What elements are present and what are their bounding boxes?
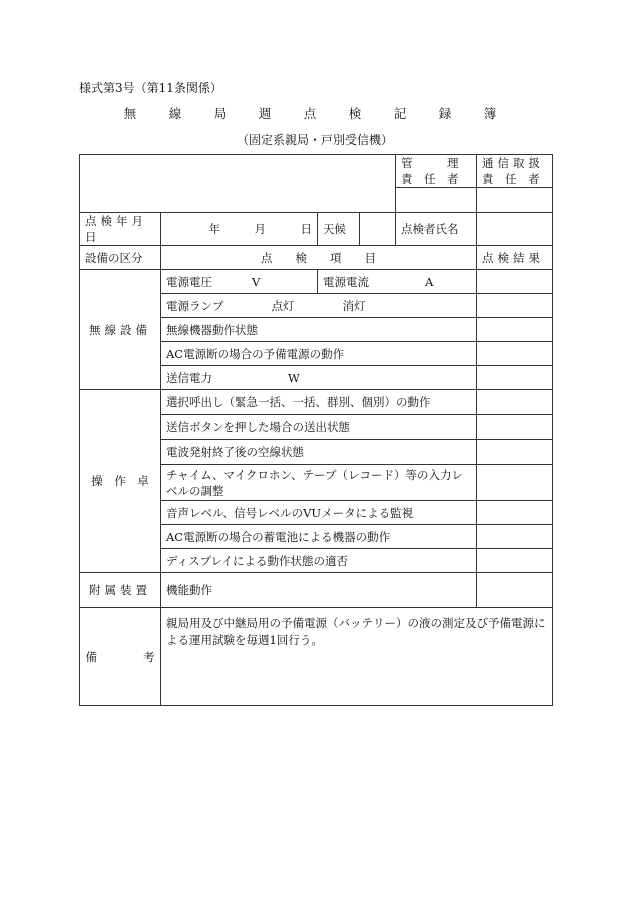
result-cell[interactable] — [477, 318, 553, 342]
result-cell[interactable] — [477, 415, 553, 440]
result-column-header: 点検結果 — [477, 246, 553, 270]
manager-label-line2: 責 任 者 — [401, 172, 459, 186]
current-item — [318, 270, 477, 294]
items-column-header: 点 検 項 目 — [161, 246, 477, 270]
comm-handler-label-line2: 責 任 者 — [482, 172, 540, 186]
power-lamp-item — [161, 294, 477, 318]
result-cell[interactable] — [477, 501, 553, 525]
radio-check-item: 無線機器動作状態 — [161, 318, 477, 342]
manager-label-cell — [396, 155, 477, 188]
remarks-label: 備 考 — [80, 608, 161, 706]
voltage-item — [161, 270, 318, 294]
result-cell[interactable] — [477, 573, 553, 608]
result-cell[interactable] — [477, 366, 553, 390]
form-number: 様式第3号（第11条関係） — [79, 81, 222, 95]
result-cell[interactable] — [477, 342, 553, 366]
inspection-record-table — [79, 154, 553, 706]
console-check-item: AC電源断の場合の蓄電池による機器の動作 — [161, 525, 477, 549]
header-blank-area — [80, 155, 396, 213]
comm-handler-label-line1: 通信取扱 — [482, 156, 544, 170]
console-check-item: 送信ボタンを押した場合の送出状態 — [161, 415, 477, 440]
attached-check-item: 機能動作 — [161, 573, 477, 608]
result-cell[interactable] — [477, 465, 553, 501]
result-cell[interactable] — [477, 390, 553, 415]
power-lamp-label: 電源ランプ — [166, 298, 224, 313]
voltage-unit: V — [252, 274, 261, 289]
inspector-label: 点検者氏名 — [396, 213, 477, 246]
result-cell[interactable] — [477, 294, 553, 318]
transmit-power-label: 送信電力 — [166, 370, 212, 385]
console-check-item: 選択呼出し（緊急一括、一括、群別、個別）の動作 — [161, 390, 477, 415]
result-cell[interactable] — [477, 549, 553, 573]
console-check-item: チャイム、マイクロホン、テープ（レコード）等の入力レベルの調整 — [161, 465, 477, 501]
inspector-field[interactable] — [477, 213, 553, 246]
lamp-on-label: 点灯 — [271, 298, 295, 313]
date-label: 点検年月日 — [80, 213, 161, 246]
weather-field[interactable] — [360, 213, 396, 246]
console-check-item: 電波発射終了後の空線状態 — [161, 440, 477, 465]
comm-handler-label-cell — [477, 155, 553, 188]
console-category: 操 作 卓 — [80, 390, 161, 573]
comm-handler-signature-field[interactable] — [477, 188, 553, 213]
date-field[interactable]: 年 月 日 — [161, 213, 318, 246]
lamp-off-label: 消灯 — [342, 298, 366, 313]
attached-device-category: 附属装置 — [80, 573, 161, 608]
manager-label-line1: 管 理 — [401, 156, 459, 170]
radio-equipment-category: 無線設備 — [80, 270, 161, 390]
result-cell[interactable] — [477, 525, 553, 549]
console-check-item: 音声レベル、信号レベルのVUメータによる監視 — [161, 501, 477, 525]
voltage-label: 電源電圧 — [166, 274, 212, 289]
remarks-text: 親局用及び中継局用の予備電源（バッテリー）の液の測定及び予備電源による運用試験を毎週1回行う。 — [161, 608, 553, 706]
current-unit: A — [425, 274, 434, 289]
category-column-header: 設備の区分 — [80, 246, 161, 270]
radio-check-item: AC電源断の場合の予備電源の動作 — [161, 342, 477, 366]
document-title: 無 線 局 週 点 検 記 録 簿 — [123, 106, 507, 121]
current-label: 電源電流 — [323, 274, 369, 289]
result-cell[interactable] — [477, 440, 553, 465]
console-check-item: ディスプレイによる動作状態の適否 — [161, 549, 477, 573]
transmit-power-unit: W — [288, 370, 300, 385]
result-cell[interactable] — [477, 270, 553, 294]
document-subtitle: （固定系親局・戸別受信機） — [236, 133, 393, 147]
weather-label: 天候 — [318, 213, 360, 246]
manager-signature-field[interactable] — [396, 188, 477, 213]
transmit-power-item — [161, 366, 477, 390]
